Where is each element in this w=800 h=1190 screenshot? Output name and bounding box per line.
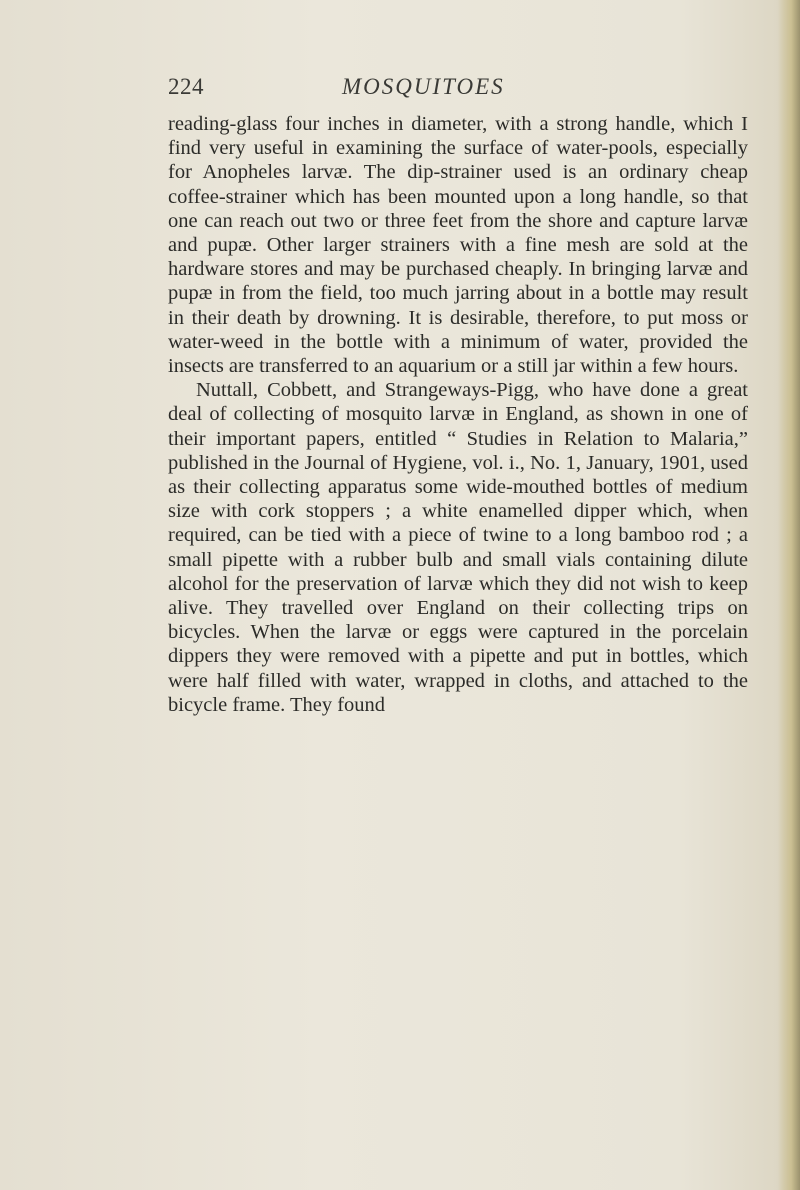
page-header [168,74,748,104]
paragraph-nuttall: Nuttall, Cobbett, and Strangeways-Pigg, who have done a great deal of collecting of mosquito larvæ in England, as shown in one of their important papers, entitled “ Studies in Relation to Malaria,” published in the Journal of Hygiene, vol. i., No. 1, January, 1901, used as their collecting apparatus some wide-mouthed bottles of medium size with cork stoppers ; a white enamelled dipper which, when required, can be tied with a piece of twine to a long bamboo rod ; a small pipette with a rubber bulb and small vials containing dilute alcohol for the preservation of larvæ which they did not wish to keep alive. They travelled over England on their collecting trips on bicycles. When the larvæ or eggs were captured in the porcelain dippers they were removed with a pipette and put in bottles, which were half filled with water, wrapped in cloths, and attached to the bicycle frame. They found [168,379,748,716]
body-text [168,112,748,717]
page-edge-shadow [778,0,800,1190]
running-head: MOSQUITOES [342,74,505,99]
paragraph-continuation: reading-glass four inches in diameter, with a strong handle, which I find very useful in examining the surface of water-pools, especially for Anopheles larvæ. The dip-strainer used is an ordinary cheap coffee-strainer which has been mounted upon a long handle, so that one can reach out two or three feet from the shore and capture larvæ and pupæ. Other larger strainers with a fine mesh are sold at the hardware stores and may be purchased cheaply. In bringing larvæ and pupæ in from the field, too much jarring about in a bottle may result in their death by drowning. It is desirable, therefore, to put moss or water-weed in the bottle with a minimum of water, provided the insects are transferred to an aquarium or a still jar within a few hours. [168,113,748,378]
page-number: 224 [168,74,204,99]
